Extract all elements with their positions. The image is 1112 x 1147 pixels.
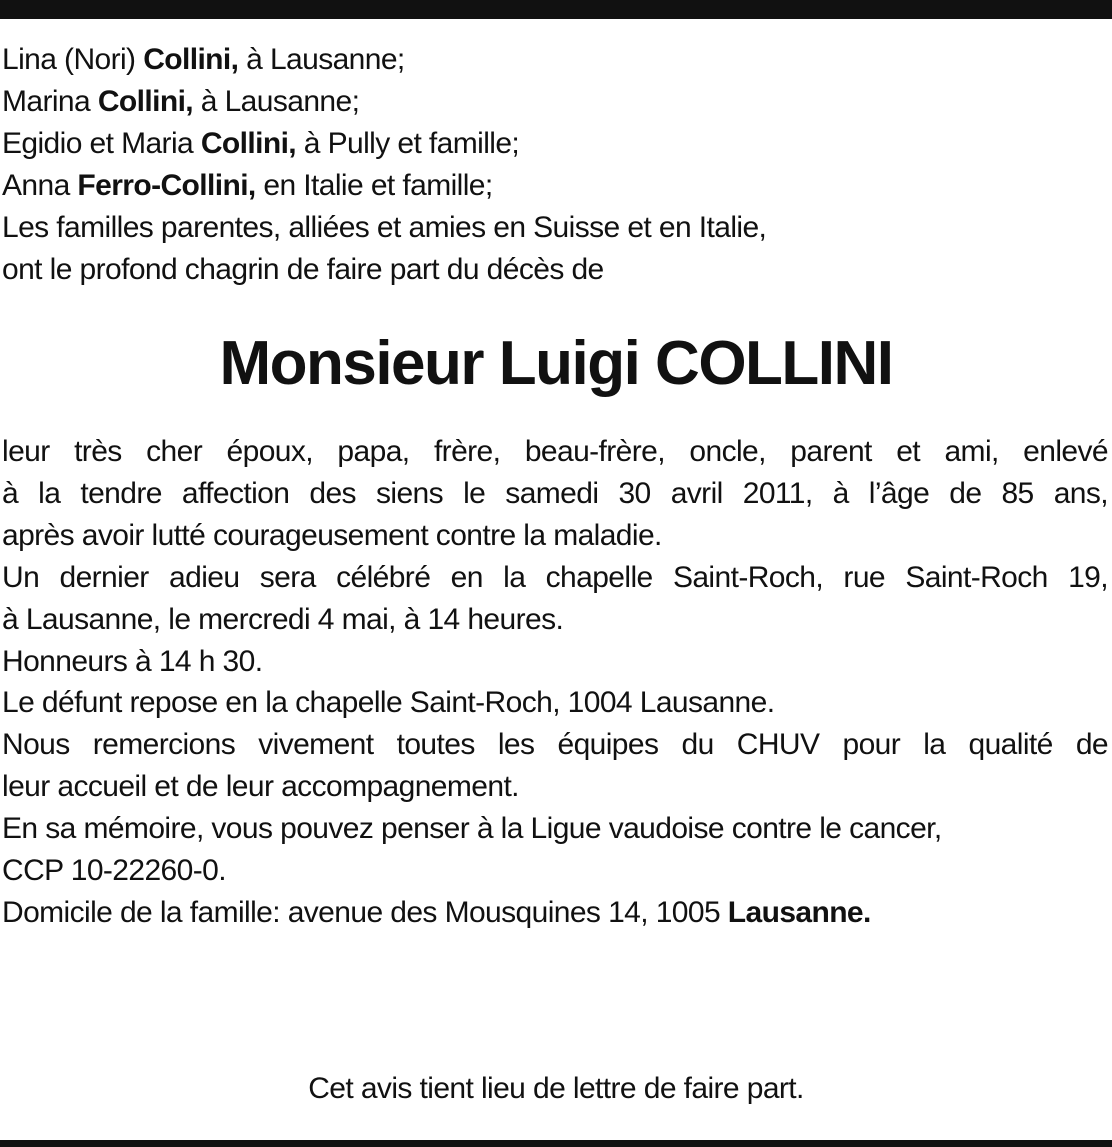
- body-line: Nous remercions vivement toutes les équipes du CHUV pour la qualité de: [2, 728, 1108, 762]
- member-first-name: Marina: [2, 85, 98, 118]
- family-member: [2, 81, 1107, 123]
- deceased-name: Monsieur Luigi COLLINI: [219, 329, 893, 398]
- bottom-rule: [0, 1140, 1112, 1147]
- member-location: à Pully et famille;: [296, 127, 520, 160]
- member-surname: Collini,: [143, 43, 239, 76]
- body-line: CCP 10-22260-0.: [2, 854, 226, 888]
- domicile-address: Domicile de la famille: avenue des Mousquines 14, 1005: [2, 895, 728, 929]
- family-list: [2, 39, 1107, 291]
- member-surname: Collini,: [97, 85, 194, 118]
- body-line: à la tendre affection des siens le samedi 30 avril 2011, à l’âge de 85 ans,: [2, 476, 1108, 510]
- top-rule: [0, 0, 1112, 19]
- family-member: [2, 123, 1107, 165]
- member-first-name: Anna: [2, 169, 78, 202]
- member-first-name: Egidio et Maria: [2, 127, 201, 160]
- body-line: à Lausanne, le mercredi 4 mai, à 14 heures.: [2, 602, 564, 636]
- body-line: Un dernier adieu sera célébré en la chapelle Saint-Roch, rue Saint-Roch 19,: [2, 560, 1108, 594]
- body-line: Le défunt repose en la chapelle Saint-Roch, 1004 Lausanne.: [2, 686, 775, 720]
- body-line: leur accueil et de leur accompagnement.: [2, 770, 519, 804]
- obituary-body: [2, 431, 1108, 934]
- domicile-line: [2, 892, 1108, 934]
- body-line: après avoir lutté courageusement contre la maladie.: [2, 518, 662, 552]
- member-surname: Ferro-Collini,: [77, 169, 256, 202]
- member-surname: Collini,: [200, 127, 297, 160]
- domicile-city: Lausanne.: [727, 895, 871, 929]
- member-location: à Lausanne;: [193, 85, 360, 118]
- closing-notice: Cet avis tient lieu de lettre de faire part.: [308, 1072, 804, 1105]
- member-location: à Lausanne;: [238, 43, 405, 76]
- member-first-name: Lina (Nori): [2, 43, 144, 76]
- relatives-line: Les familles parentes, alliées et amies en Suisse et en Italie,: [2, 211, 767, 244]
- body-line: leur très cher époux, papa, frère, beau-frère, oncle, parent et ami, enlevé: [2, 435, 1108, 468]
- body-line: Honneurs à 14 h 30.: [2, 644, 263, 678]
- body-line: En sa mémoire, vous pouvez penser à la Ligue vaudoise contre le cancer,: [2, 812, 942, 846]
- family-member: [2, 165, 1107, 207]
- member-location: en Italie et famille;: [255, 169, 493, 202]
- family-member: [2, 39, 1107, 81]
- announcement-line: ont le profond chagrin de faire part du décès de: [2, 253, 604, 286]
